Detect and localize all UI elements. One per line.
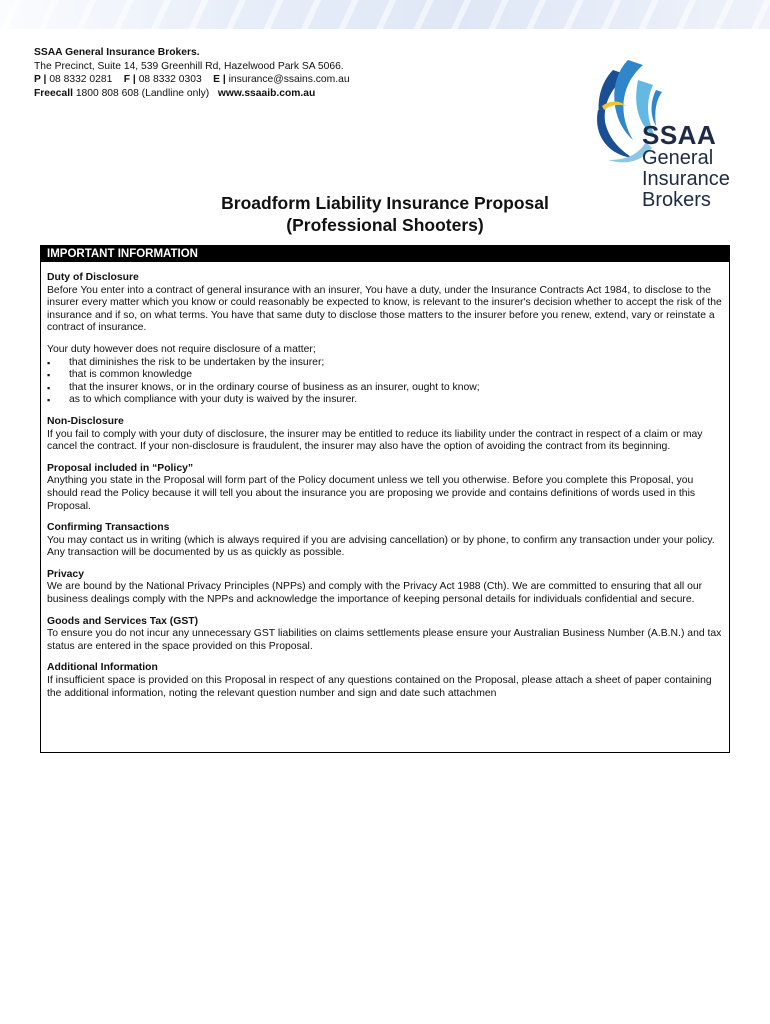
section-text: You may contact us in writing (which is always required if you are advising cancellation) or by phone, to confirm any transaction under your policy. Any transaction will be documented by us as quickly as possible. bbox=[47, 534, 715, 559]
proposal-policy-section bbox=[47, 463, 723, 513]
duty-exceptions-list bbox=[47, 357, 723, 407]
email-label: E | bbox=[213, 74, 226, 86]
important-information-body bbox=[41, 262, 729, 700]
list-item: ▪ that is common knowledge bbox=[47, 369, 723, 382]
fax-number: 08 8332 0303 bbox=[138, 74, 202, 86]
list-item: ▪ as to which compliance with your duty is waived by the insurer. bbox=[47, 394, 723, 407]
list-item: ▪ that diminishes the risk to be undertaken by the insurer; bbox=[47, 357, 723, 370]
top-banner bbox=[0, 0, 770, 29]
freecall-label: Freecall bbox=[34, 87, 73, 99]
section-heading: Proposal included in “Policy” bbox=[47, 462, 194, 474]
gst-section bbox=[47, 616, 723, 654]
phone-number: 08 8332 0281 bbox=[49, 74, 113, 86]
website-link[interactable]: www.ssaaib.com.au bbox=[217, 87, 316, 99]
section-text: If you fail to comply with your duty of disclosure, the insurer may be entitled to reduce its liability under the contract in respect of a claim or may cancel the contract. If your non-disclosure is fraudulent, the insurer may also have the option of avoiding the contract from its beginning. bbox=[47, 428, 703, 453]
section-text: To ensure you do not incur any unnecessary GST liabilities on claims settlements please ensure your Australian Business Number (A.B.N.) and tax status are entered in the space provided on this Proposal. bbox=[47, 628, 722, 652]
section-text: We are bound by the National Privacy Principles (NPPs) and comply with the Privacy Act 1988 (Cth). We are committed to ensuring that all our business dealings comply with the NPPs and acknowledge the importance of keeping personal details for individuals confidential and secure. bbox=[47, 581, 703, 606]
phone-fax-email-line bbox=[34, 73, 350, 87]
logo-line-insurance: Insurance bbox=[642, 168, 730, 190]
important-information-heading: IMPORTANT INFORMATION bbox=[41, 246, 729, 262]
section-text: Anything you state in the Proposal will form part of the Policy document unless we tell you otherwise. Before you complete this Proposal, you should read the Policy because it will tell you about the insurance you are proposing we provide and contains definitions of words used in this Proposal. bbox=[47, 475, 696, 512]
section-text: If insufficient space is provided on this Proposal in respect of any questions contained on the Proposal, please attach a sheet of paper containing the additional information, noting the relevant question number and sign and date such attachmen bbox=[47, 675, 712, 699]
section-heading: Duty of Disclosure bbox=[47, 272, 139, 283]
important-information-box bbox=[40, 245, 730, 753]
freecall-line bbox=[34, 87, 350, 101]
section-heading: Privacy bbox=[47, 568, 84, 580]
company-address: The Precinct, Suite 14, 539 Greenhill Rd, Hazelwood Park SA 5066. bbox=[34, 60, 344, 72]
title-line-2: (Professional Shooters) bbox=[286, 215, 484, 235]
document-title bbox=[140, 192, 630, 236]
logo-wordmark bbox=[642, 122, 730, 211]
logo-line-ssaa: SSAA bbox=[642, 120, 717, 150]
duty-exceptions-section bbox=[47, 344, 723, 407]
section-heading: Additional Information bbox=[47, 662, 158, 674]
logo-line-brokers: Brokers bbox=[642, 189, 711, 211]
section-text: Before You enter into a contract of general insurance with an insurer, You have a duty, under the Insurance Contracts Act 1984, to disclose to the insurer every matter which you know or could reasonably be expected to know, is relevant to the insurer's decision whether to accept the risk of the insurance and if so, on what terms. You have that same duty to disclose those matters to the insurer before you renew, extend, vary or reinstate a contract of insurance. bbox=[47, 284, 722, 334]
duty-intro-text: Your duty however does not require disclosure of a matter; bbox=[47, 343, 316, 355]
confirming-transactions-section bbox=[47, 522, 723, 560]
section-heading: Confirming Transactions bbox=[47, 522, 170, 534]
additional-information-section bbox=[47, 662, 723, 700]
email-address[interactable]: insurance@ssains.com.au bbox=[228, 74, 350, 86]
logo-line-general: General bbox=[642, 147, 714, 169]
broker-contact-block bbox=[34, 46, 350, 100]
section-heading: Non-Disclosure bbox=[47, 415, 124, 427]
non-disclosure-section bbox=[47, 416, 723, 454]
title-line-1: Broadform Liability Insurance Proposal bbox=[221, 193, 549, 213]
list-item: ▪ that the insurer knows, or in the ordinary course of business as an insurer, ought to know; bbox=[47, 382, 723, 395]
privacy-section bbox=[47, 569, 723, 607]
section-heading: Goods and Services Tax (GST) bbox=[47, 615, 199, 627]
duty-of-disclosure-section bbox=[47, 272, 723, 335]
freecall-number: 1800 808 608 (Landline only) bbox=[75, 87, 210, 99]
fax-label: F | bbox=[123, 74, 136, 86]
company-name: SSAA General Insurance Brokers. bbox=[34, 47, 200, 58]
phone-label: P | bbox=[34, 74, 47, 86]
